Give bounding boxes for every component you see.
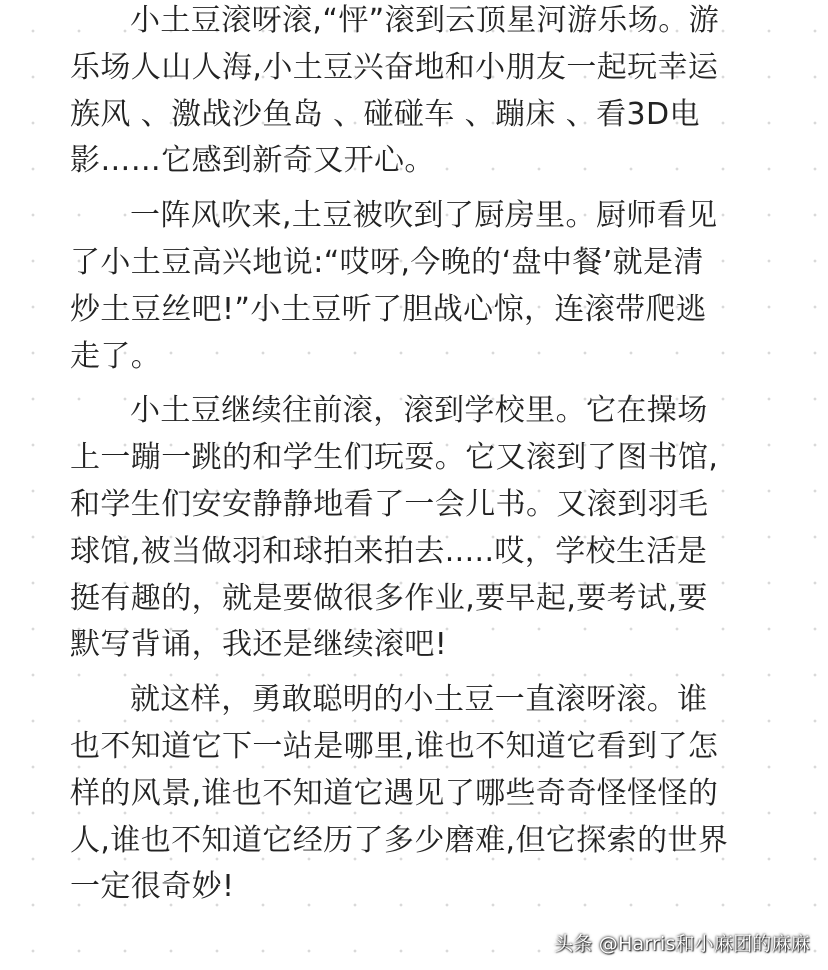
text-line: 球馆,被当做羽和球拍来拍去.....哎，学校生活是 bbox=[70, 533, 708, 569]
text-line: 一定很奇妙! bbox=[70, 869, 235, 905]
text-line: 了小土豆高兴地说:“哎呀,今晚的‘盘中餐’就是清 bbox=[70, 244, 704, 280]
text-line: 挺有趣的，就是要做很多作业,要早起,要考试,要 bbox=[70, 580, 708, 616]
story-text bbox=[70, 0, 770, 919]
text-line: 上一蹦一跳的和学生们玩耍。它又滚到了图书馆, bbox=[70, 440, 719, 476]
text-line: 样的风景,谁也不知道它遇见了哪些奇奇怪怪怪的 bbox=[70, 775, 719, 811]
text-line: 乐场人山人海,小土豆兴奋地和小朋友一起玩幸运 bbox=[70, 49, 719, 85]
watermark: 头条 @Harris和小麻团的麻麻 bbox=[554, 933, 810, 955]
text-line: 走了。 bbox=[70, 338, 162, 374]
text-line: 也不知道它下一站是哪里,谁也不知道它看到了怎 bbox=[70, 728, 719, 764]
text-line: 族风 、激战沙鱼岛 、碰碰车 、蹦床 、看3D电 bbox=[70, 96, 700, 132]
text-line: 和学生们安安静静地看了一会儿书。又滚到羽毛 bbox=[70, 486, 709, 522]
text-line: 一阵风吹来,土豆被吹到了厨房里。厨师看见 bbox=[130, 198, 718, 234]
text-line: 人,谁也不知道它经历了多少磨难,但它探索的世界 bbox=[70, 822, 729, 858]
text-line: 炒土豆丝吧!”小土豆听了胆战心惊，连滚带爬逃 bbox=[70, 291, 707, 327]
paragraph-3 bbox=[70, 388, 770, 669]
text-line: 默写背诵，我还是继续滚吧! bbox=[70, 627, 448, 663]
text-line: 影……它感到新奇又开心。 bbox=[70, 143, 435, 179]
paragraph-2 bbox=[70, 193, 770, 380]
text-line: 就这样，勇敢聪明的小土豆一直滚呀滚。谁 bbox=[130, 682, 708, 718]
text-line: 小土豆继续往前滚，滚到学校里。它在操场 bbox=[130, 393, 708, 429]
paragraph-1 bbox=[70, 0, 770, 185]
paragraph-4 bbox=[70, 677, 770, 911]
text-line: 小土豆滚呀滚,“怦”滚到云顶星河游乐场。游 bbox=[130, 3, 720, 38]
